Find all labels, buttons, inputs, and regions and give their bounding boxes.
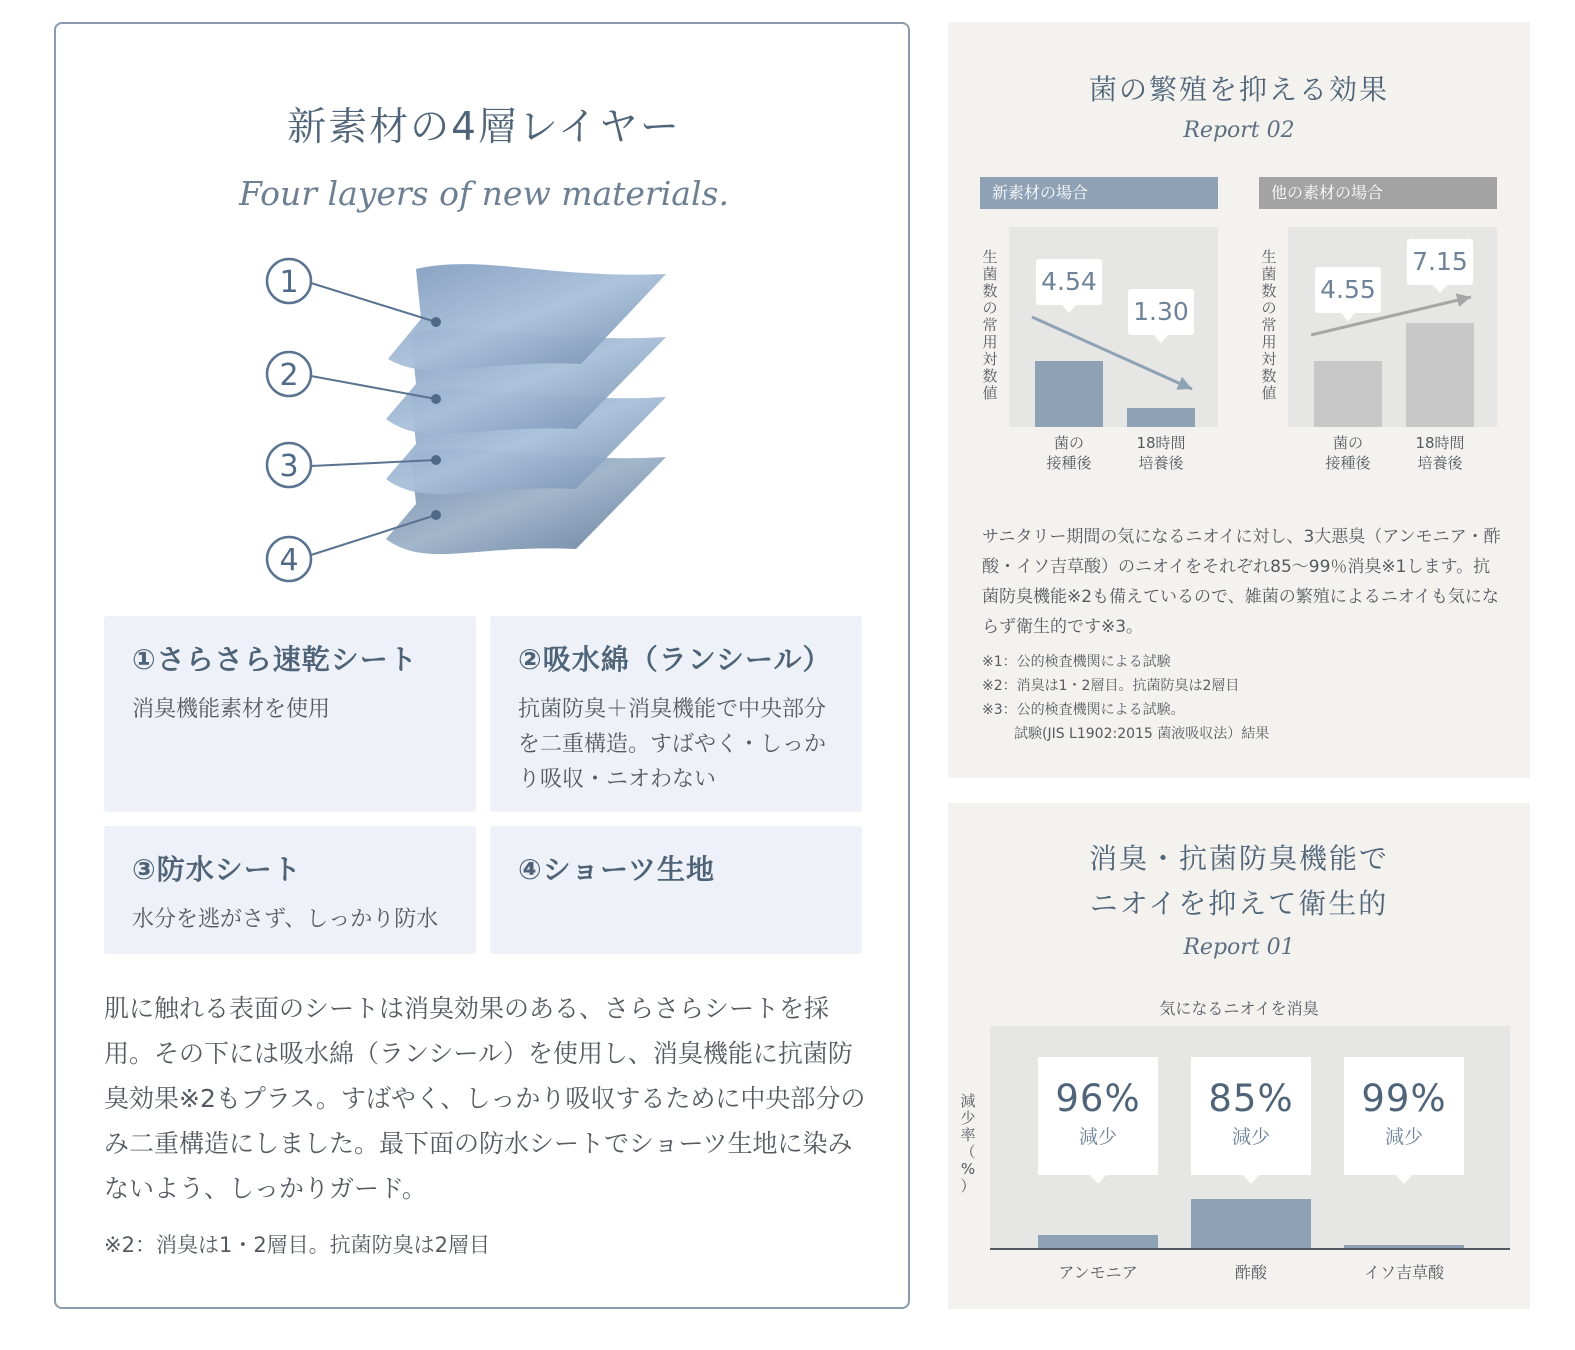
odor-stat-card <box>1038 1057 1158 1175</box>
layer-card-title: ②吸水綿（ランシール） <box>518 643 832 676</box>
chart-x-axis <box>990 1248 1510 1250</box>
layers-description: 肌に触れる表面のシートは消臭効果のある、さらさらシートを採用。その下には吸水綿（ランシール）を使用し、消臭機能に抗菌防臭効果※2もプラス。すばやく、しっかり吸収するために中央部分のみ二重構造にしました。最下面の防水シートでショーツ生地に染みないよう、しっかりガード。 <box>104 994 866 1203</box>
chart-value-label: 4.55 <box>1315 267 1381 313</box>
svg-text:3: 3 <box>279 449 299 484</box>
layer-number-4 <box>267 537 311 581</box>
report02-label: Report 02 <box>1183 118 1295 143</box>
layer-card-3 <box>104 826 476 954</box>
layers-footnote: ※2：消臭は1・2層目。抗菌防臭は2層目 <box>104 1233 491 1257</box>
chart-title: 他の素材の場合 <box>1259 177 1497 209</box>
chart-title: 新素材の場合 <box>980 177 1218 209</box>
chart-x-label: アンモニア <box>1058 1263 1138 1282</box>
chart-x-label: 菌の 接種後 <box>1046 434 1092 472</box>
chart-title: 気になるニオイを消臭 <box>1159 999 1319 1018</box>
page-subtitle: Four layers of new materials. <box>239 174 729 213</box>
svg-text:2: 2 <box>279 358 299 393</box>
layer-card-2 <box>490 616 862 812</box>
svg-text:4: 4 <box>279 543 299 578</box>
chart-bar <box>1038 1235 1158 1248</box>
chart-trend-arrow <box>1259 177 1497 477</box>
report01-title-line2: ニオイを抑えて衛生的 <box>1089 887 1389 920</box>
report01-title-line1: 消臭・抗菌防臭機能で <box>1088 842 1389 875</box>
report01-label: Report 01 <box>1183 935 1295 960</box>
page-title: 新素材の4層レイヤー <box>287 105 681 150</box>
chart-ylabel: 生 菌 数 の 常 用 対 数 値 <box>1261 248 1277 402</box>
layers-illustration <box>196 239 696 599</box>
chart-ylabel: 減 少 率 （ % ） <box>960 1092 976 1195</box>
layer-number-2 <box>267 352 311 396</box>
odor-stat-sub-label: 減少 <box>1231 1126 1270 1148</box>
layer-card-1 <box>104 616 476 812</box>
chart-value-label: 7.15 <box>1407 239 1473 285</box>
layer-card-desc: 水分を逃がさず、しっかり防水 <box>132 907 439 932</box>
chart-x-label: 菌の 接種後 <box>1325 434 1371 472</box>
chart-bar <box>1191 1199 1311 1249</box>
layer-number-3 <box>267 443 311 487</box>
odor-stat-sub-label: 減少 <box>1384 1126 1423 1148</box>
layer-card-title: ①さらさら速乾シート <box>132 643 418 676</box>
chart-value-label: 1.30 <box>1128 289 1194 335</box>
note-2: ※2：消臭は1・2層目。抗菌防臭は2層目 <box>982 678 1240 694</box>
layers-panel <box>54 22 910 1309</box>
chart-x-label: 18時間 培養後 <box>1415 434 1465 472</box>
chart-ylabel: 生 菌 数 の 常 用 対 数 値 <box>982 248 998 402</box>
layer-card-title: ③防水シート <box>132 853 302 886</box>
chart-value-label: 96% <box>1055 1077 1141 1120</box>
odor-stat-card <box>1344 1057 1464 1175</box>
report02-description: サニタリー期間の気になるニオイに対し、3大悪臭（アンモニア・酢酸・イソ吉草酸）のニオイをそれぞれ85〜99％消臭※1します。抗菌防臭機能※2も備えているので、雑菌の繁殖によるニオイも気にならず衛生的です※3。 <box>982 527 1501 637</box>
report02-panel <box>948 22 1530 778</box>
layer-card-desc: 抗菌防臭＋消臭機能で中央部分を二重構造。すばやく・しっかり吸収・ニオわない <box>518 697 827 792</box>
layer-card-desc: 消臭機能素材を使用 <box>132 697 331 722</box>
report02-notes <box>982 650 1502 746</box>
chart-new-material <box>980 177 1218 477</box>
layer-card-title: ④ショーツ生地 <box>518 853 716 886</box>
chart-x-label: 18時間 培養後 <box>1136 434 1186 472</box>
report01-panel <box>948 803 1530 1309</box>
odor-stat-sub-label: 減少 <box>1078 1126 1117 1148</box>
chart-value-label: 4.54 <box>1036 259 1102 305</box>
chart-x-label: イソ吉草酸 <box>1363 1263 1444 1282</box>
chart-value-label: 85% <box>1208 1077 1294 1120</box>
chart-value-label: 99% <box>1361 1077 1447 1120</box>
chart-x-label: 酢酸 <box>1234 1263 1267 1282</box>
note-1: ※1：公的検査機関による試験 <box>982 654 1171 670</box>
layer-card-4 <box>490 826 862 954</box>
svg-text:1: 1 <box>279 265 299 300</box>
layer-number-1 <box>267 259 311 303</box>
chart-bar <box>1344 1245 1464 1248</box>
note-3: ※3：公的検査機関による試験。 <box>982 702 1185 718</box>
odor-stat-card <box>1191 1057 1311 1175</box>
chart-other-material <box>1259 177 1497 477</box>
report02-title: 菌の繁殖を抑える効果 <box>1088 73 1389 106</box>
chart-trend-arrow <box>980 177 1218 477</box>
note-3-detail: 試験(JIS L1902:2015 菌液吸収法）結果 <box>1014 726 1270 742</box>
